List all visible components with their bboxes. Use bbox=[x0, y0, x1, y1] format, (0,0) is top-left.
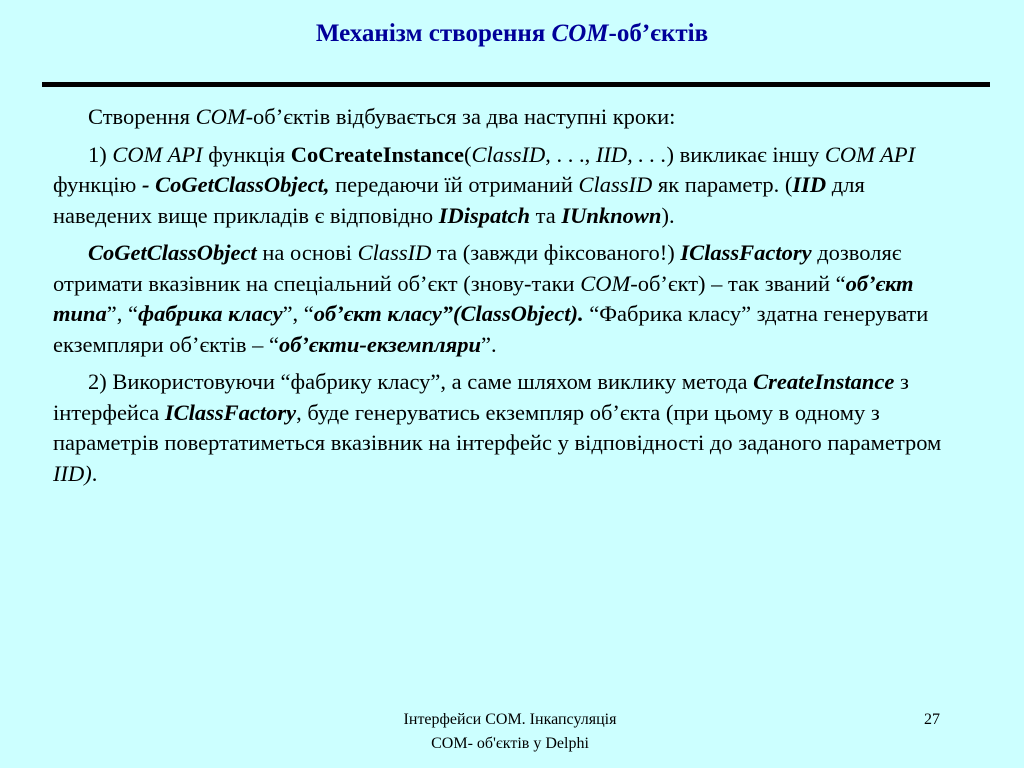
text-run: як параметр. ( bbox=[652, 172, 793, 197]
text-run: передаючи їй отриманий bbox=[329, 172, 579, 197]
text-run: -об’єктів відбувається за два наступні кроки: bbox=[245, 104, 676, 129]
text-run: на основі bbox=[256, 240, 358, 265]
text-run: CoGetClassObject bbox=[88, 240, 257, 265]
title-text: Механізм створення bbox=[315, 20, 552, 47]
text-run: функцію bbox=[53, 172, 142, 197]
page-number: 27 bbox=[924, 711, 940, 728]
slide-title bbox=[0, 18, 1024, 50]
text-run: функція bbox=[202, 141, 291, 167]
text-run: та bbox=[530, 202, 562, 228]
title-suffix: -об’єктів bbox=[608, 20, 709, 47]
text-run: IID) bbox=[53, 460, 92, 486]
text-run: IDispatch bbox=[438, 202, 531, 228]
text-run: ClassID bbox=[471, 141, 546, 167]
text-run: об’єкти-екземпляри bbox=[278, 331, 482, 357]
text-run: COM- bbox=[580, 270, 638, 296]
slide-body bbox=[53, 102, 968, 496]
text-run: об’єкт) – так званий “ bbox=[637, 270, 846, 296]
text-run: об’єкт типа bbox=[53, 270, 914, 326]
text-run: та (завжди фіксованого!) bbox=[431, 240, 681, 265]
title-divider bbox=[42, 82, 990, 87]
text-run: для наведених вище прикладів є відповідно bbox=[53, 172, 865, 228]
footer-caption bbox=[340, 708, 680, 756]
text-run: ). bbox=[661, 202, 675, 228]
text-run: IID, . . . bbox=[595, 141, 667, 167]
text-run: 1) bbox=[88, 141, 113, 167]
text-run: “Фабрика класу” здатна генерувати екземпляри об’єктів – “ bbox=[53, 301, 929, 357]
text-run: об’єкт класу”(ClassObject). bbox=[313, 301, 584, 326]
text-run: ( bbox=[464, 141, 472, 167]
text-run: COM API bbox=[824, 141, 916, 167]
paragraph-step-2 bbox=[53, 367, 968, 489]
text-run: 2) Використовуючи “фабрику класу”, а саме шляхом виклику метода bbox=[88, 369, 754, 394]
text-run: , буде генеруватись екземпляр об’єкта (при цьому в одному з параметрів повертатиметься вказівник на інтерфейс у відповідності до заданого параметром bbox=[53, 399, 942, 455]
text-run: ”. bbox=[481, 331, 497, 357]
footer-line-1: Інтерфейси COM. Інкапсуляція bbox=[403, 711, 617, 728]
text-run: , . . ., bbox=[545, 141, 596, 167]
text-run: IUnknown bbox=[561, 202, 662, 228]
text-run: IID bbox=[792, 172, 827, 197]
text-run: фабрика класу bbox=[138, 301, 283, 326]
text-run: CreateInstance bbox=[753, 369, 895, 394]
text-run: Створення bbox=[88, 104, 196, 129]
text-run: - CoGetClassObject, bbox=[141, 172, 330, 197]
text-run: дозволяє отримати вказівник на спеціальний об’єкт (знову-таки bbox=[53, 240, 902, 296]
text-run: . bbox=[91, 460, 98, 486]
text-run: CoCreateInstance bbox=[290, 141, 465, 167]
text-run: IClassFactory bbox=[680, 240, 812, 265]
paragraph-class-factory bbox=[53, 238, 968, 360]
text-run: ”, “ bbox=[106, 301, 139, 326]
title-com: COM bbox=[551, 20, 609, 47]
text-run: ”, “ bbox=[282, 301, 314, 326]
text-run: COM bbox=[195, 104, 246, 129]
text-run: IClassFactory bbox=[164, 399, 297, 425]
footer-line-2: COM- об'єктів у Delphi bbox=[431, 735, 589, 752]
text-run: ClassID bbox=[357, 240, 432, 265]
paragraph-intro bbox=[53, 102, 968, 133]
text-run: ) викликає іншу bbox=[666, 141, 825, 167]
paragraph-step-1 bbox=[53, 140, 968, 232]
text-run: ClassID bbox=[578, 172, 653, 197]
text-run: COM API bbox=[112, 141, 203, 167]
text-run: з інтерфейса bbox=[53, 369, 909, 425]
